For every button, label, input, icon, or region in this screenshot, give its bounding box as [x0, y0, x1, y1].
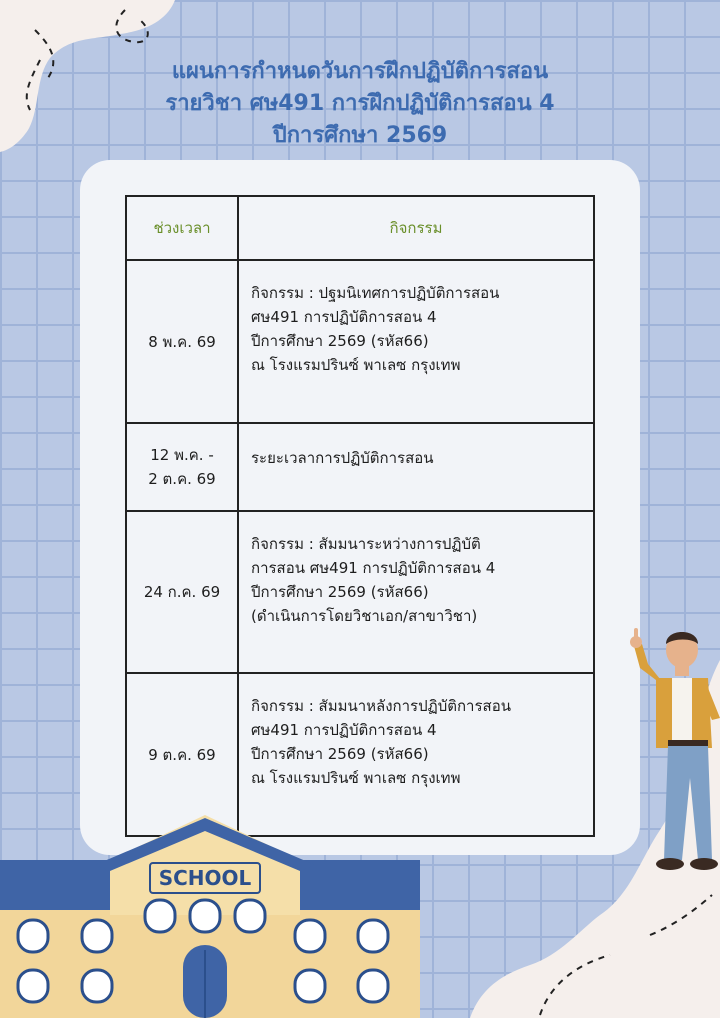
activity-line: ปีการศึกษา 2569 (รหัส66)	[251, 332, 429, 350]
activity-line: กิจกรรม : สัมมนาหลังการปฏิบัติการสอน	[251, 697, 511, 715]
title-line-1: แผนการกำหนดวันการฝึกปฏิบัติการสอน	[171, 59, 549, 84]
date-line: 12 พ.ค. -	[150, 446, 214, 464]
row-activity	[238, 260, 594, 423]
activity-line: การสอน ศษ491 การปฏิบัติการสอน 4	[251, 559, 496, 577]
teacher-pointing-icon	[612, 628, 720, 878]
activity-line: (ดำเนินการโดยวิชาเอก/สาขาวิชา)	[251, 607, 478, 625]
school-building-icon	[0, 815, 420, 1018]
activity-line: กิจกรรม : สัมมนาระหว่างการปฏิบัติ	[251, 535, 481, 553]
activity-line: กิจกรรม : ปฐมนิเทศการปฏิบัติการสอน	[251, 284, 500, 302]
schedule-table	[125, 195, 595, 837]
activity-line: ณ โรงแรมปรินซ์ พาเลซ กรุงเทพ	[251, 769, 461, 787]
header-activity: กิจกรรม	[238, 196, 594, 260]
activity-line: ระยะเวลาการปฏิบัติการสอน	[251, 449, 434, 467]
header-period: ช่วงเวลา	[126, 196, 238, 260]
activity-line: ปีการศึกษา 2569 (รหัส66)	[251, 745, 429, 763]
row-date	[126, 673, 238, 836]
activity-line: ปีการศึกษา 2569 (รหัส66)	[251, 583, 429, 601]
table-row	[126, 673, 594, 836]
row-date	[126, 260, 238, 423]
row-activity	[238, 423, 594, 511]
row-date	[126, 423, 238, 511]
title-line-2: รายวิชา ศษ491 การฝึกปฏิบัติการสอน 4	[165, 91, 555, 116]
table-row	[126, 423, 594, 511]
school-sign: SCHOOL	[158, 866, 252, 890]
title-line-3: ปีการศึกษา 2569	[272, 123, 448, 148]
date-line: 2 ต.ค. 69	[148, 470, 216, 488]
date-line: 24 ก.ค. 69	[143, 583, 221, 601]
row-date	[126, 511, 238, 673]
activity-line: ณ โรงแรมปรินซ์ พาเลซ กรุงเทพ	[251, 356, 461, 374]
activity-line: ศษ491 การปฏิบัติการสอน 4	[251, 721, 437, 739]
date-line: 8 พ.ค. 69	[148, 332, 216, 351]
table-row	[126, 511, 594, 673]
row-activity	[238, 511, 594, 673]
table-row	[126, 260, 594, 423]
row-activity	[238, 673, 594, 836]
activity-line: ศษ491 การปฏิบัติการสอน 4	[251, 308, 437, 326]
date-line: 9 ต.ค. 69	[148, 745, 216, 764]
table-header-row	[126, 196, 594, 260]
page-title	[0, 56, 720, 152]
